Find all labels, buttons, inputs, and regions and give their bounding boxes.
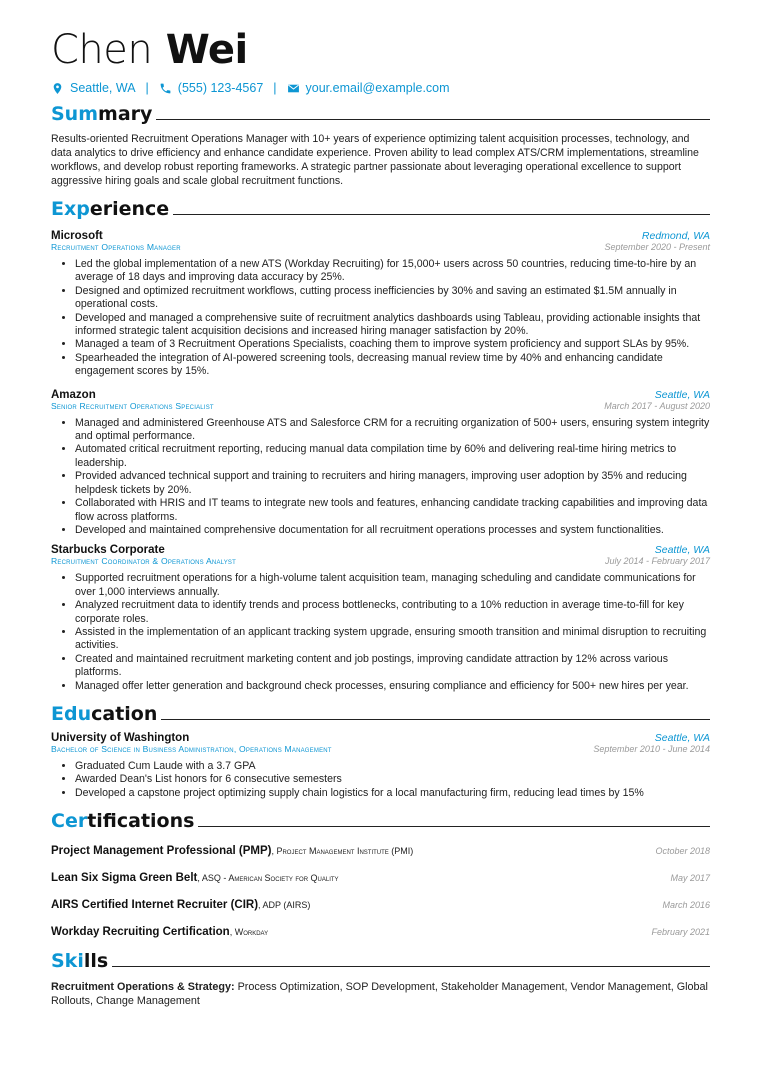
list-item: • Graduated Cum Laude with a 3.7 GPA (75, 760, 710, 773)
education-dates: September 2010 - June 2014 (593, 743, 710, 754)
contact-location (51, 81, 136, 95)
email-link[interactable]: your.email@example.com (305, 81, 450, 95)
map-pin-icon (51, 82, 64, 95)
last-name: Wei (165, 27, 248, 73)
job-bullets (51, 572, 710, 693)
list-item: • Developed and managed a comprehensive suite of recruitment analytics dashboards using Tableau, providing actionable insights that informed strategic talent acquisition decisions and increased hiring manager satisfaction by 20%. (75, 312, 710, 339)
school-name: University of Washington (51, 731, 190, 744)
certification-date: February 2021 (651, 927, 710, 938)
section-rule (198, 826, 710, 827)
experience-heading (51, 198, 710, 220)
list-item: • Led the global implementation of a new ATS (Workday Recruiting) for 15,000+ users across 50 countries, reducing time-to-hire by an average of 18 days and improving data accuracy by 25%. (75, 258, 710, 285)
certification-issuer: , ADP (AIRS) (258, 900, 311, 911)
education-heading (51, 703, 710, 725)
certification-item (51, 868, 710, 886)
certification-name: AIRS Certified Internet Recruiter (CIR) (51, 899, 259, 912)
school-location: Seattle, WA (654, 731, 710, 744)
contact-separator: | (273, 81, 277, 95)
certification-date: October 2018 (655, 846, 710, 857)
certification-item (51, 841, 710, 859)
job-location: Seattle, WA (654, 544, 710, 557)
summary-heading (51, 103, 710, 125)
job-title: Recruitment Coordinator & Operations Analyst (51, 556, 237, 567)
list-item: • Analyzed recruitment data to identify trends and process bottlenecks, contributing to a 10% reduction in average time-to-fill for key corporate roles. (75, 599, 710, 626)
skills-text (51, 980, 710, 1008)
job-entry (51, 230, 710, 379)
list-item: • Managed and administered Greenhouse ATS and Salesforce CRM for a recruiting organization of 500+ users, ensuring system integrity and optimal performance. (75, 417, 710, 444)
summary-text: Results-oriented Recruitment Operations Manager with 10+ years of experience optimizing talent acquisition processes, technology, and data analytics to drive efficiency and enhance candidate experience. Proven ability to lead complex ATS/CRM implementations, streamline workflows, and develop robust reporting frameworks. A strategic partner passionate about leveraging operational excellence to support aggressive hiring goals and scale global recruitment functions. (51, 133, 699, 187)
section-rule (161, 719, 710, 720)
job-bullets (51, 417, 710, 538)
envelope-icon (287, 82, 300, 95)
company-name: Microsoft (51, 230, 103, 242)
candidate-name (51, 26, 710, 74)
skill-list: Process Optimization, SOP Development, Stakeholder Management, Vendor Management, Global Rollouts, Change Management (51, 981, 708, 1008)
list-item: • Managed offer letter generation and background check processes, ensuring compliance and efficiency for 500+ new hires per year. (75, 680, 710, 693)
skill-category: Recruitment Operations & Strategy: (51, 981, 235, 994)
degree: Bachelor of Science in Business Administration, Operations Management (51, 743, 332, 754)
list-item: • Designed and optimized recruitment workflows, cutting process inefficiencies by 30% and saving an estimated $1.5M annually in operational costs. (75, 285, 710, 312)
list-item: • Automated critical recruitment reporting, reducing manual data compilation time by 60% and delivering real-time hiring metrics to leadership. (75, 443, 710, 470)
contact-email (287, 81, 450, 95)
certification-date: May 2017 (670, 873, 710, 884)
certifications-heading (51, 810, 710, 832)
certification-item (51, 895, 710, 913)
certification-issuer: , Workday (229, 927, 269, 938)
phone-text[interactable]: (555) 123-4567 (177, 81, 264, 95)
list-item: • Developed and maintained comprehensive documentation for all recruitment operations processes and system functionalities. (75, 524, 710, 537)
certification-date: March 2016 (662, 900, 710, 911)
job-dates: September 2020 - Present (604, 242, 710, 252)
job-location: Redmond, WA (641, 230, 710, 242)
company-name: Amazon (51, 388, 96, 401)
list-item: • Created and maintained recruitment marketing content and job postings, improving candidate attraction by 12% across various platforms. (75, 653, 710, 680)
section-title: Summary (51, 103, 153, 125)
job-dates: July 2014 - February 2017 (604, 556, 710, 567)
skills-heading (51, 950, 710, 972)
list-item: • Assisted in the implementation of an applicant tracking system upgrade, ensuring smooth transition and minimal disruption to recruiting activities. (75, 626, 710, 653)
section-title: Skills (51, 950, 109, 973)
list-item: • Provided advanced technical support and training to recruiters and hiring managers, improving user adoption by 35% and reducing helpdesk tickets by 20%. (75, 470, 710, 497)
certification-item (51, 922, 710, 940)
section-rule (112, 966, 710, 967)
education-bullets (51, 760, 710, 800)
section-title: Education (51, 702, 158, 725)
section-rule (173, 214, 710, 215)
job-title: Recruitment Operations Manager (51, 242, 181, 252)
job-entry (51, 544, 710, 693)
education-entry (51, 732, 710, 800)
job-location: Seattle, WA (654, 388, 710, 401)
list-item: • Managed a team of 3 Recruitment Operations Specialists, coaching them to improve system proficiency and support SLAs by 95%. (75, 338, 710, 351)
section-title: Experience (51, 198, 170, 220)
list-item: • Awarded Dean's List honors for 6 consecutive semesters (75, 773, 710, 786)
job-dates: March 2017 - August 2020 (604, 400, 710, 411)
list-item: • Collaborated with HRIS and IT teams to integrate new tools and features, enhancing candidate tracking capabilities and improving data flow across platforms. (75, 497, 710, 524)
certification-name: Workday Recruiting Certification (51, 926, 230, 939)
certification-name: Lean Six Sigma Green Belt (51, 872, 198, 885)
section-title: Certifications (51, 810, 195, 833)
job-title: Senior Recruitment Operations Specialist (51, 400, 214, 411)
contact-line (51, 81, 710, 95)
first-name: Chen (51, 27, 153, 73)
job-bullets (51, 258, 710, 379)
contact-phone (159, 81, 263, 95)
contact-separator: | (145, 81, 149, 95)
list-item: • Spearheaded the integration of AI-powered screening tools, decreasing manual review time by 40% and enhancing candidate engagement scores by 15%. (75, 352, 710, 379)
certification-name: Project Management Professional (PMP) (51, 845, 272, 858)
job-entry (51, 389, 710, 538)
list-item: • Developed a capstone project optimizing supply chain logistics for a local manufacturing firm, reducing lead times by 15% (75, 787, 710, 800)
location-text: Seattle, WA (70, 81, 136, 95)
certification-issuer: , ASQ - American Society for Quality (197, 873, 339, 884)
certification-issuer: , Project Management Institute (PMI) (271, 846, 414, 857)
list-item: • Supported recruitment operations for a high-volume talent acquisition team, managing scheduling and candidate communications for over 1,000 interviews annually. (75, 572, 710, 599)
phone-icon (159, 82, 172, 95)
section-rule (156, 119, 710, 120)
company-name: Starbucks Corporate (51, 544, 165, 557)
